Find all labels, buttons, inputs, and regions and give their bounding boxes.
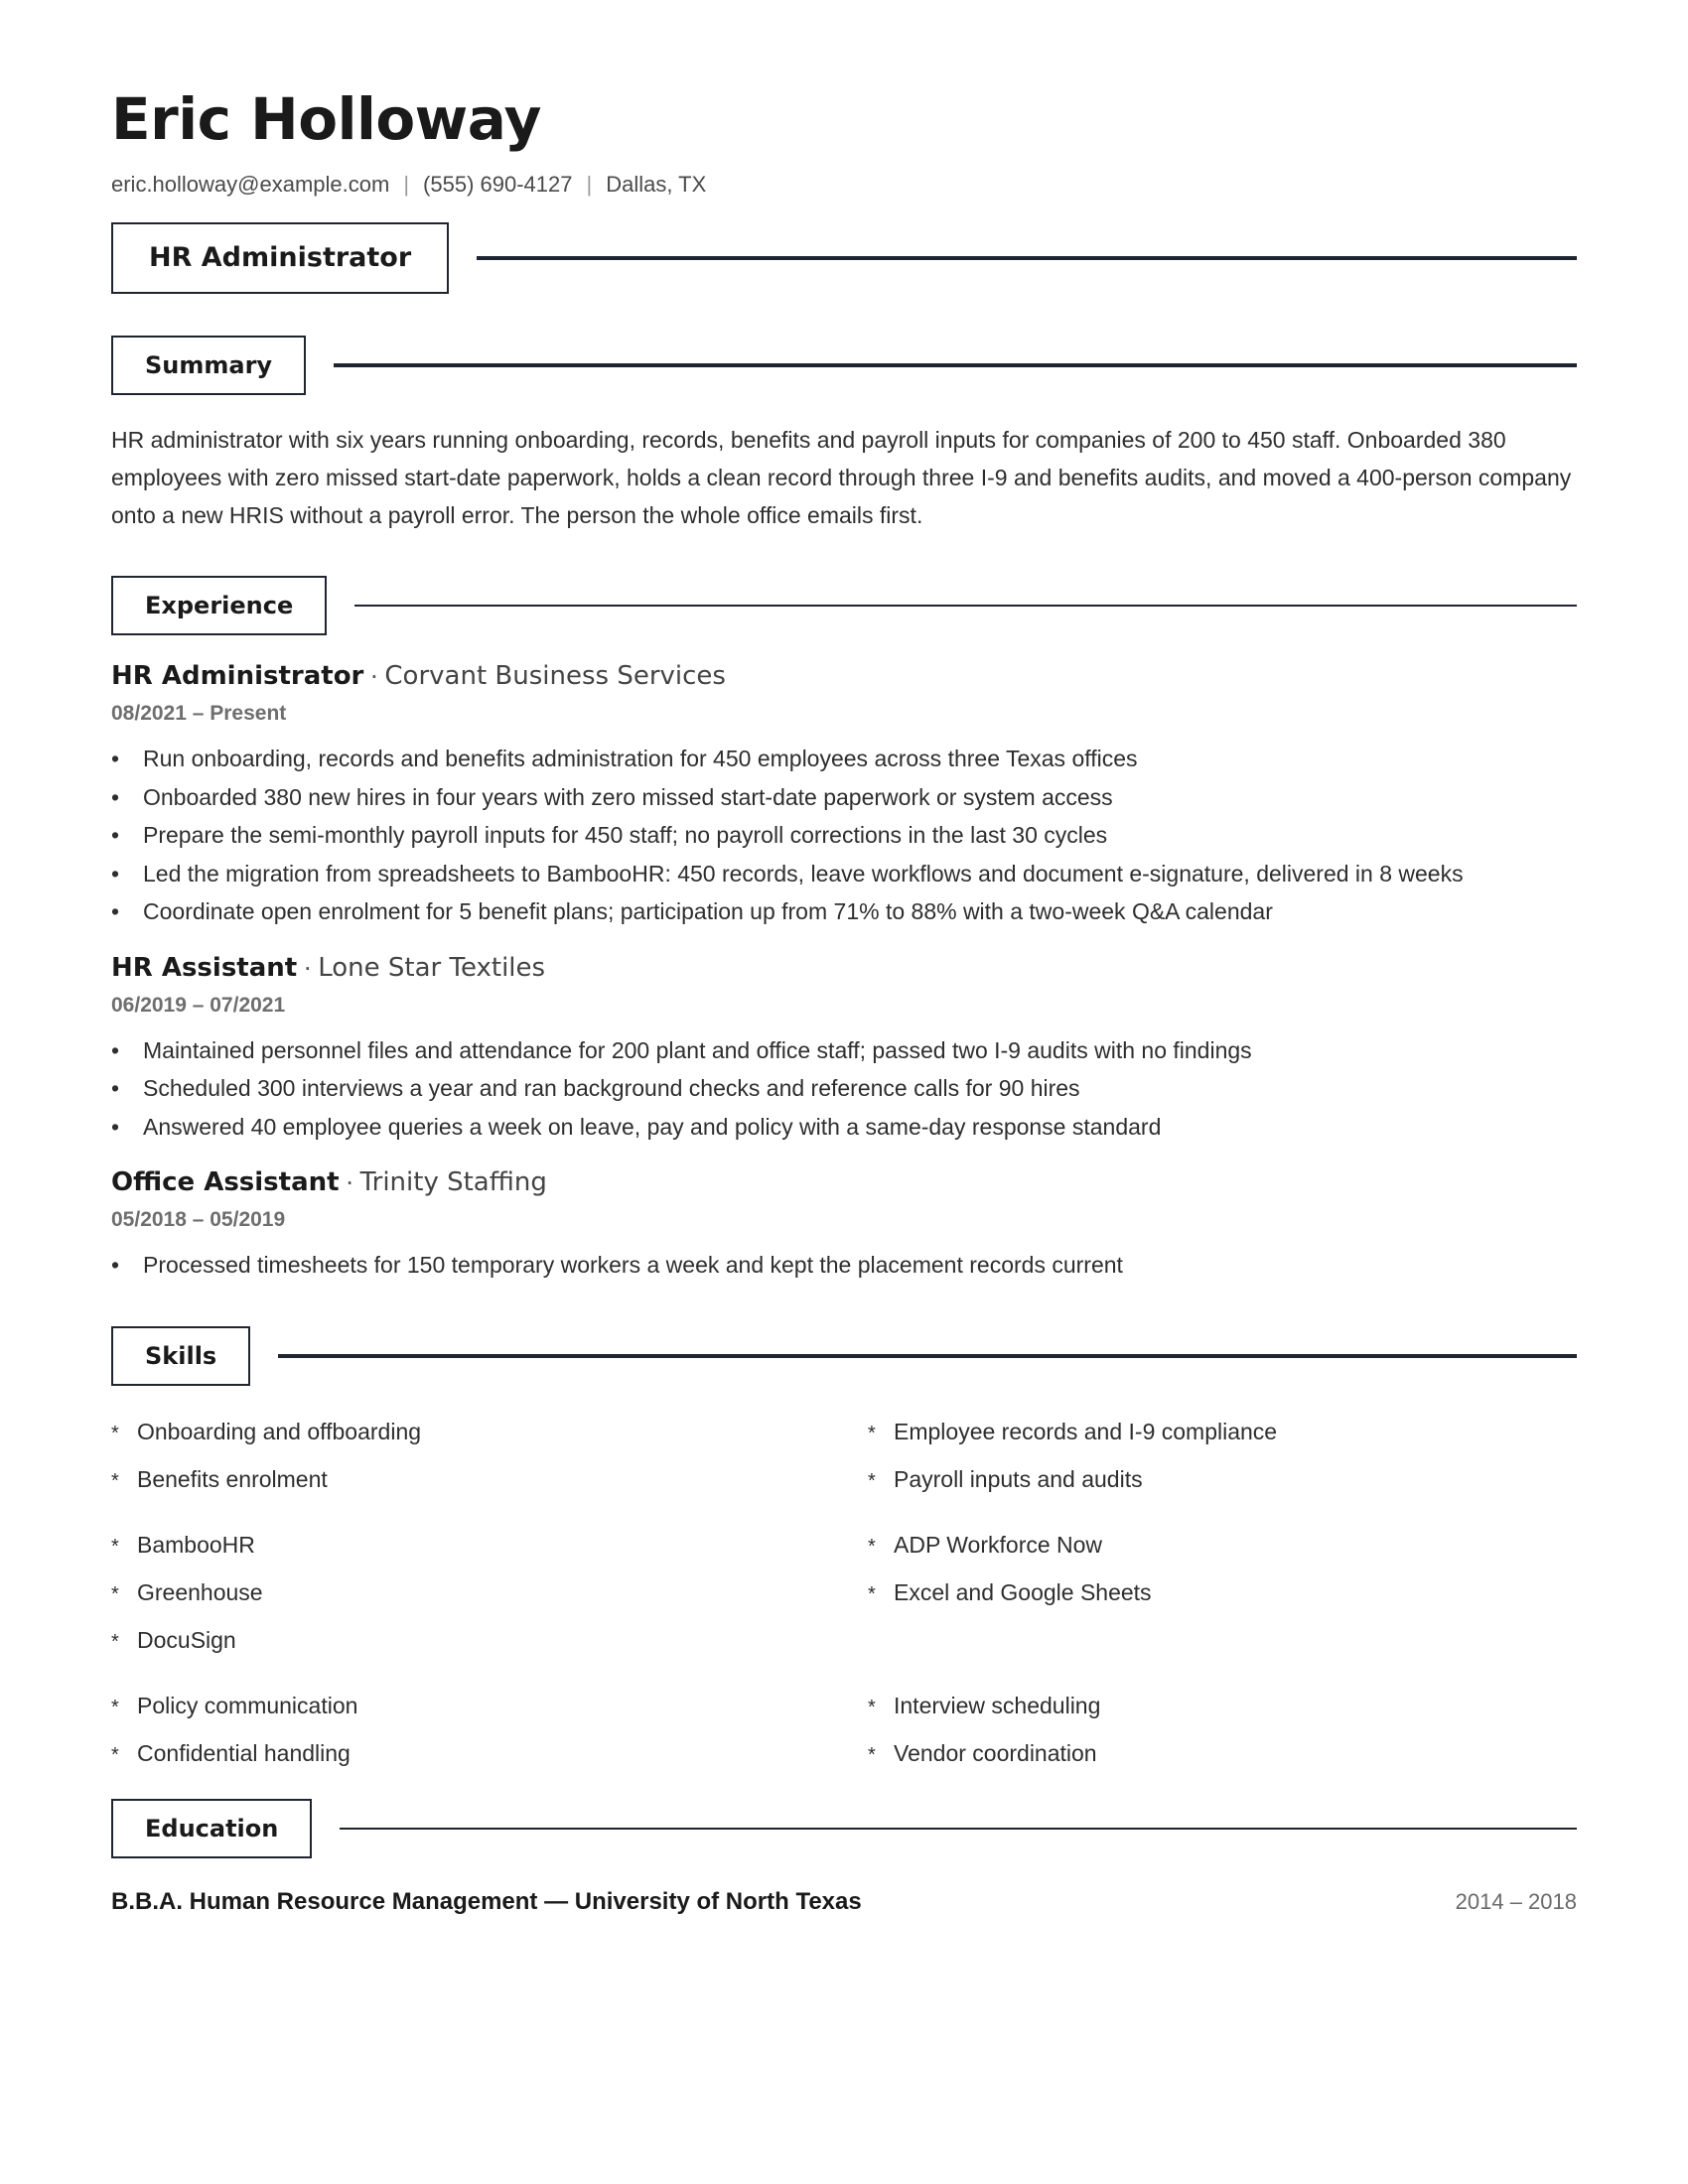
experience-list	[111, 657, 1577, 1285]
skill-bullet-icon: *	[111, 1422, 119, 1444]
skill-label: ADP Workforce Now	[894, 1531, 1103, 1558]
contact-separator: |	[403, 172, 410, 197]
job-bullets	[111, 1246, 1577, 1285]
education-heading-label: Education	[111, 1799, 312, 1858]
job-bullet: • Maintained personnel files and attendance for 200 plant and office staff; passed two I-9 audits with no findings	[111, 1031, 1577, 1070]
skill-item	[868, 1408, 1577, 1455]
job-bullet: • Led the migration from spreadsheets to BambooHR: 450 records, leave workflows and document e-signature, delivered in 8 weeks	[111, 855, 1577, 893]
skill-bullet-icon: *	[111, 1630, 119, 1653]
skill-label: Greenhouse	[137, 1578, 263, 1605]
skill-item	[868, 1455, 1577, 1503]
job-bullets	[111, 1031, 1577, 1147]
skills-heading-label: Skills	[111, 1326, 250, 1386]
education-years: 2014 – 2018	[1455, 1888, 1577, 1914]
skill-item	[111, 1729, 868, 1777]
job-bullet: • Processed timesheets for 150 temporary workers a week and kept the placement records current	[111, 1246, 1577, 1285]
skill-item	[111, 1408, 868, 1455]
experience-heading-label: Experience	[111, 576, 327, 635]
skill-item	[111, 1616, 868, 1664]
skill-label: Payroll inputs and audits	[894, 1465, 1143, 1492]
job-title: HR Assistant	[111, 952, 298, 983]
skill-label: DocuSign	[137, 1626, 236, 1653]
contact-email: eric.holloway@example.com	[111, 172, 390, 197]
experience-heading	[111, 576, 1577, 635]
job-entry	[111, 657, 1577, 931]
contact-line	[111, 171, 1577, 199]
job-bullet: • Coordinate open enrolment for 5 benefit plans; participation up from 71% to 88% with a two-week Q&A calendar	[111, 892, 1577, 931]
skill-bullet-icon: *	[111, 1696, 119, 1718]
job-heading	[111, 1163, 1577, 1200]
skills-group	[111, 1408, 1577, 1503]
skill-item	[868, 1729, 1577, 1777]
skill-bullet-icon: *	[111, 1535, 119, 1558]
job-heading	[111, 657, 1577, 694]
heading-rule	[354, 605, 1577, 607]
skill-bullet-icon: *	[868, 1469, 876, 1492]
job-bullets	[111, 740, 1577, 931]
heading-rule	[477, 256, 1577, 260]
job-entry	[111, 949, 1577, 1147]
skill-item	[868, 1569, 1577, 1616]
job-dates: 05/2018 – 05/2019	[111, 1208, 286, 1231]
skill-label: Excel and Google Sheets	[894, 1578, 1152, 1605]
job-dates: 08/2021 – Present	[111, 702, 287, 725]
job-company: Corvant Business Services	[384, 661, 726, 691]
skill-bullet-icon: *	[111, 1469, 119, 1492]
skill-item	[868, 1521, 1577, 1569]
skill-bullet-icon: *	[111, 1743, 119, 1766]
summary-text: HR administrator with six years running onboarding, records, benefits and payroll inputs for companies of 200 to 450 staff. Onboarded 380 employees with zero missed start-date paperwork, holds a clean record through three I-9 and benefits audits, and moved a 400-person company onto a new HRIS without a payroll error. The person the whole office emails first.	[111, 427, 1572, 528]
contact-separator: |	[586, 172, 593, 197]
contact-location: Dallas, TX	[606, 172, 707, 197]
job-bullet: • Scheduled 300 interviews a year and ran background checks and reference calls for 90 hires	[111, 1069, 1577, 1108]
skill-bullet-icon: *	[868, 1422, 876, 1444]
skill-bullet-icon: *	[868, 1535, 876, 1558]
job-separator: ·	[345, 1166, 354, 1196]
education-heading	[111, 1799, 1577, 1858]
heading-rule	[334, 363, 1577, 367]
job-heading	[111, 949, 1577, 986]
summary-heading	[111, 336, 1577, 395]
skills-heading	[111, 1326, 1577, 1386]
job-dates: 06/2019 – 07/2021	[111, 993, 286, 1017]
job-bullet: • Onboarded 380 new hires in four years with zero missed start-date paperwork or system access	[111, 778, 1577, 817]
job-separator: ·	[303, 951, 313, 982]
candidate-name: Eric Holloway	[111, 85, 541, 153]
skill-label: Employee records and I-9 compliance	[894, 1418, 1278, 1444]
skill-label: BambooHR	[137, 1531, 255, 1558]
skill-bullet-icon: *	[111, 1582, 119, 1605]
education-degree: B.B.A. Human Resource Management — University of North Texas	[111, 1887, 862, 1915]
skills-group	[111, 1682, 1577, 1777]
skill-item	[111, 1521, 868, 1569]
job-bullet: • Answered 40 employee queries a week on leave, pay and policy with a same-day response standard	[111, 1108, 1577, 1147]
skills-list	[111, 1408, 1577, 1777]
heading-rule	[340, 1828, 1577, 1830]
skill-item	[111, 1569, 868, 1616]
job-bullet: • Prepare the semi-monthly payroll inputs for 450 staff; no payroll corrections in the last 30 cycles	[111, 816, 1577, 855]
skill-item	[111, 1682, 868, 1729]
job-title: Office Assistant	[111, 1167, 340, 1197]
heading-rule	[278, 1354, 1577, 1358]
job-company: Trinity Staffing	[359, 1167, 547, 1197]
skill-bullet-icon: *	[868, 1743, 876, 1766]
job-title-label: HR Administrator	[111, 222, 449, 294]
job-entry	[111, 1163, 1577, 1285]
job-title-heading	[111, 222, 1577, 294]
summary-heading-label: Summary	[111, 336, 306, 395]
job-separator: ·	[369, 660, 379, 690]
skill-label: Confidential handling	[137, 1739, 351, 1766]
job-bullet: • Run onboarding, records and benefits administration for 450 employees across three Texas offices	[111, 740, 1577, 778]
skill-item	[868, 1682, 1577, 1729]
education-entry	[111, 1888, 1577, 1916]
skill-label: Benefits enrolment	[137, 1465, 328, 1492]
contact-phone: (555) 690-4127	[423, 172, 573, 197]
job-company: Lone Star Textiles	[318, 952, 546, 983]
job-title: HR Administrator	[111, 661, 364, 691]
skills-group	[111, 1521, 1577, 1664]
skill-item	[111, 1455, 868, 1503]
skill-label: Interview scheduling	[894, 1692, 1101, 1718]
resume-content	[111, 83, 1577, 1916]
skill-bullet-icon: *	[868, 1582, 876, 1605]
skill-bullet-icon: *	[868, 1696, 876, 1718]
skill-label: Onboarding and offboarding	[137, 1418, 422, 1444]
skill-label: Policy communication	[137, 1692, 358, 1718]
skill-label: Vendor coordination	[894, 1739, 1097, 1766]
